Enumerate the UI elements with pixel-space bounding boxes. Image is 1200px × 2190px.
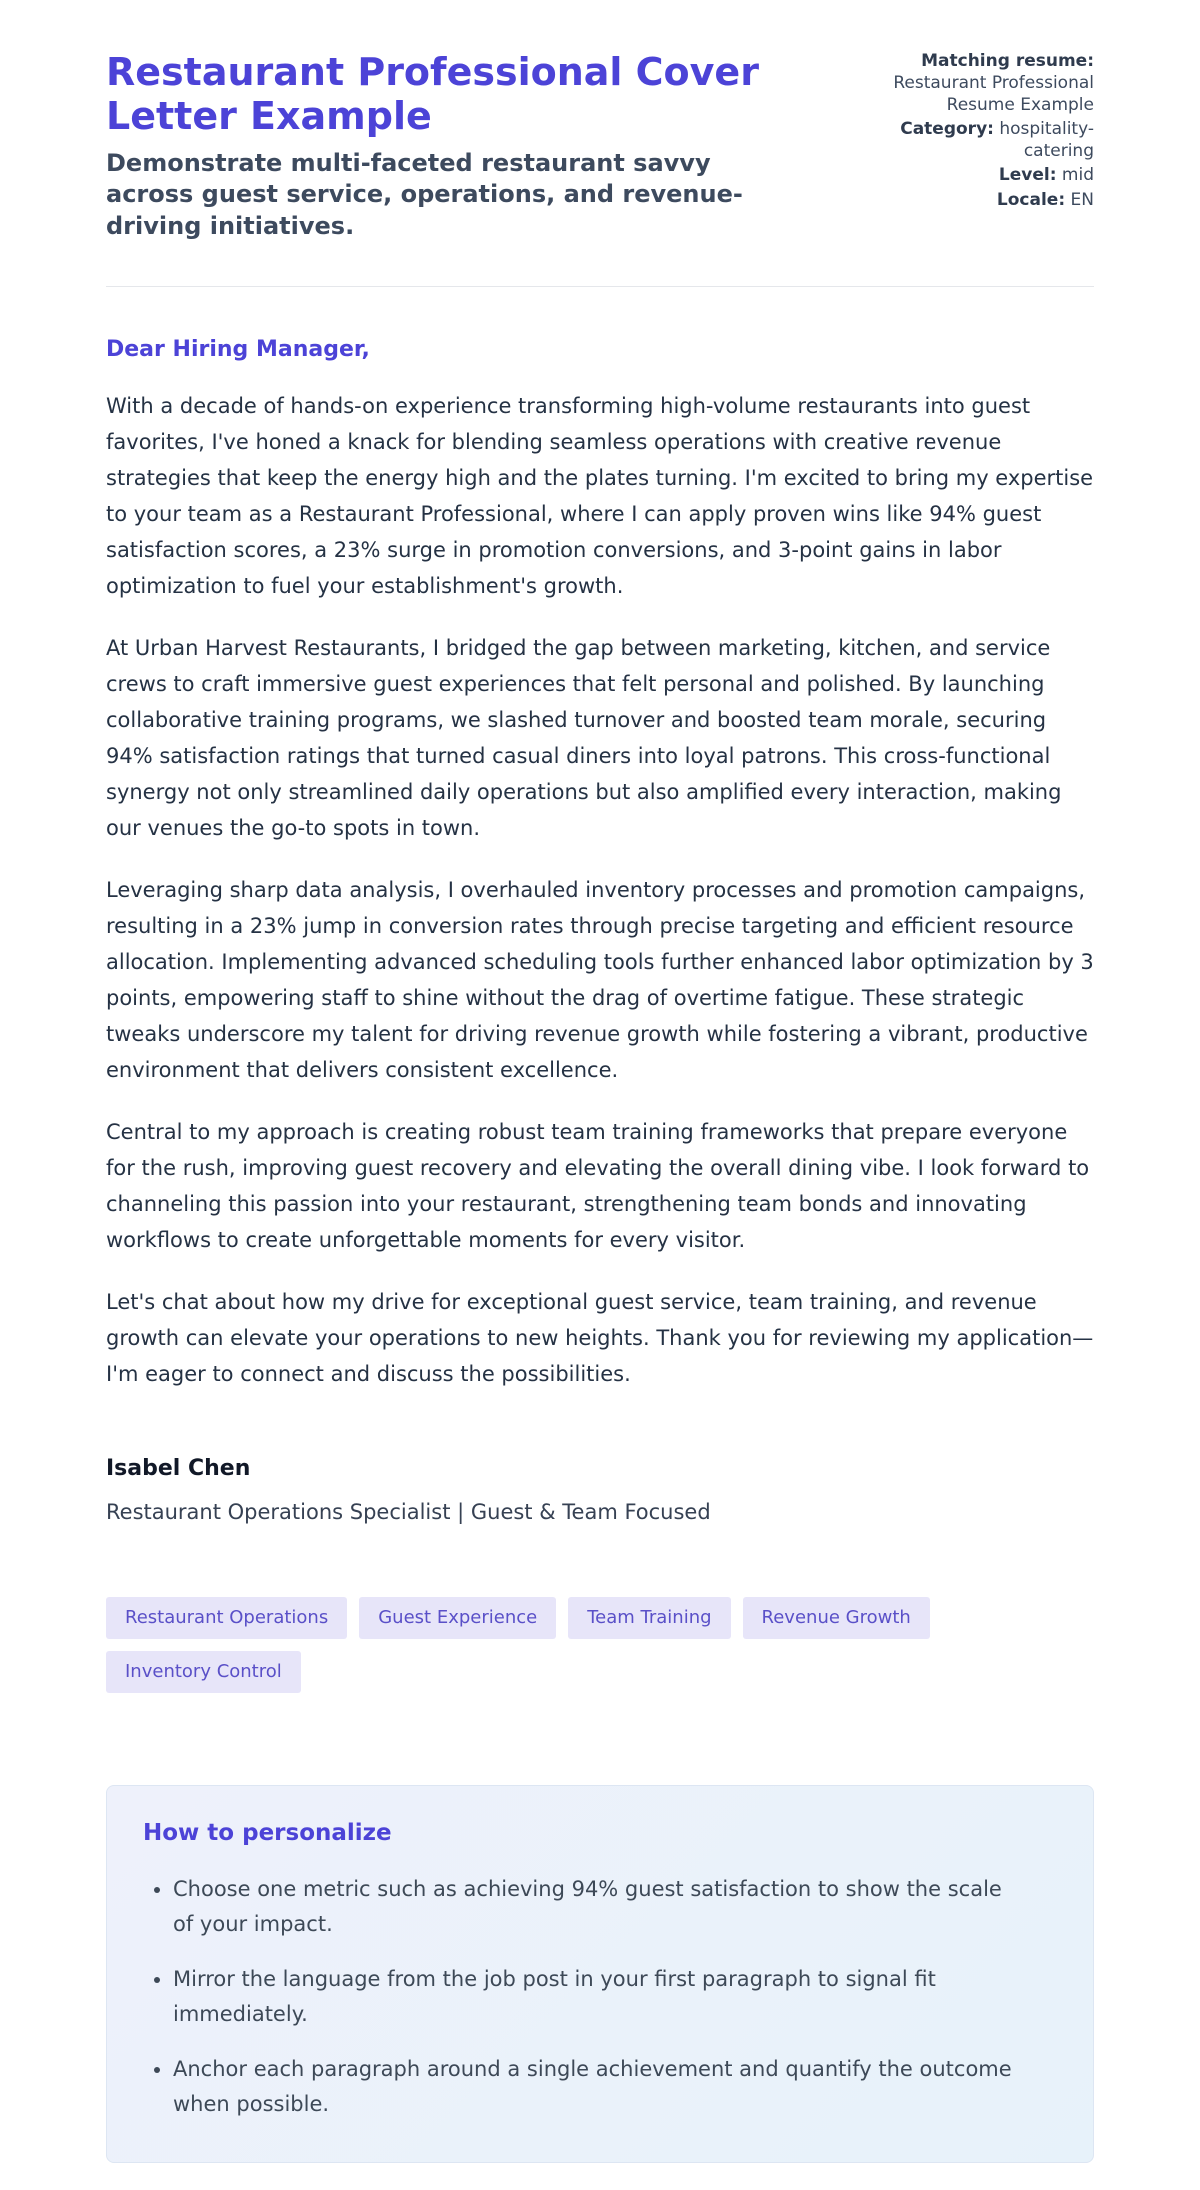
personalize-item: • Choose one metric such as achieving 94% guest satisfaction to show the scale of your impact. — [173, 1872, 1023, 1942]
skill-tag: Team Training — [568, 1597, 730, 1639]
meta-locale-label: Locale: — [996, 189, 1066, 210]
meta-locale-value: EN — [1070, 189, 1094, 210]
letter-greeting: Dear Hiring Manager, — [106, 336, 370, 362]
meta-level — [844, 164, 1094, 186]
meta-locale — [844, 189, 1094, 211]
signature-name: Isabel Chen — [106, 1455, 251, 1481]
header-title-block — [106, 50, 808, 242]
letter-paragraph: Central to my approach is creating robust team training frameworks that prepare everyone for the rush, improving guest recovery and elevating the overall dining vibe. I look forward to channeling this passion into your restaurant, strengthening team bonds and innovating workflows to create unforgettable moments for every visitor. — [106, 1119, 1090, 1252]
letter-paragraph: Let's chat about how my drive for exceptional guest service, team training, and revenue growth can elevate your operations to new heights. Thank you for reviewing my application—I'm eager to connect and discuss the possibilities. — [106, 1289, 1094, 1386]
personalize-item: • Mirror the language from the job post in your first paragraph to signal fit immediately. — [173, 1962, 1023, 2032]
meta-matching-resume-value: Restaurant Professional Resume Example — [893, 73, 1094, 116]
personalize-list — [143, 1872, 1057, 2122]
page-subtitle: Demonstrate multi-faceted restaurant savvy across guest service, operations, and revenue-driving initiatives. — [106, 149, 743, 240]
meta-matching-resume — [844, 50, 1094, 116]
meta-category — [844, 118, 1094, 162]
skill-tag: Revenue Growth — [743, 1597, 930, 1639]
skill-tag: Restaurant Operations — [106, 1597, 347, 1639]
meta-level-value: mid — [1061, 165, 1094, 186]
cover-letter-body — [106, 337, 1094, 1527]
personalize-heading: How to personalize — [143, 1819, 392, 1846]
personalize-item: • Anchor each paragraph around a single achievement and quantify the outcome when possible. — [173, 2052, 1023, 2122]
meta-level-label: Level: — [998, 165, 1057, 186]
meta-matching-resume-label: Matching resume: — [921, 51, 1094, 71]
page-title: Restaurant Professional Cover Letter Example — [106, 50, 759, 139]
skill-tag: Guest Experience — [359, 1597, 556, 1639]
meta-category-value: hospitality-catering — [999, 119, 1094, 162]
resume-meta-panel — [844, 50, 1094, 213]
personalize-panel — [106, 1785, 1094, 2163]
letter-paragraph: Leveraging sharp data analysis, I overhauled inventory processes and promotion campaigns, resulting in a 23% jump in conversion rates through precise targeting and efficient resource allocation. Implementing advanced scheduling tools further enhanced labor optimization by 3 points, empowering staff to shine without the drag of overtime fatigue. These strategic tweaks underscore my talent for driving revenue growth while fostering a vibrant, productive environment that delivers consistent excellence. — [106, 877, 1094, 1082]
signature-role: Restaurant Operations Specialist | Guest & Team Focused — [106, 1499, 711, 1524]
meta-category-label: Category: — [900, 119, 994, 140]
letter-paragraph: With a decade of hands-on experience transforming high-volume restaurants into guest favorites, I've honed a knack for blending seamless operations with creative revenue strategies that keep the energy high and the plates turning. I'm excited to bring my expertise to your team as a Restaurant Professional, where I can apply proven wins like 94% guest satisfaction scores, a 23% surge in promotion conversions, and 3-point gains in labor optimization to fuel your establishment's growth. — [106, 393, 1094, 598]
header-divider — [106, 286, 1094, 287]
skill-tag: Inventory Control — [106, 1651, 301, 1693]
page-header — [106, 50, 1094, 242]
skill-tags-row — [106, 1597, 1094, 1693]
letter-paragraph: At Urban Harvest Restaurants, I bridged the gap between marketing, kitchen, and service crews to craft immersive guest experiences that felt personal and polished. By launching collaborative training programs, we slashed turnover and boosted team morale, securing 94% satisfaction ratings that turned casual diners into loyal patrons. This cross-functional synergy not only streamlined daily operations but also amplified every interaction, making our venues the go-to spots in town. — [106, 635, 1062, 840]
